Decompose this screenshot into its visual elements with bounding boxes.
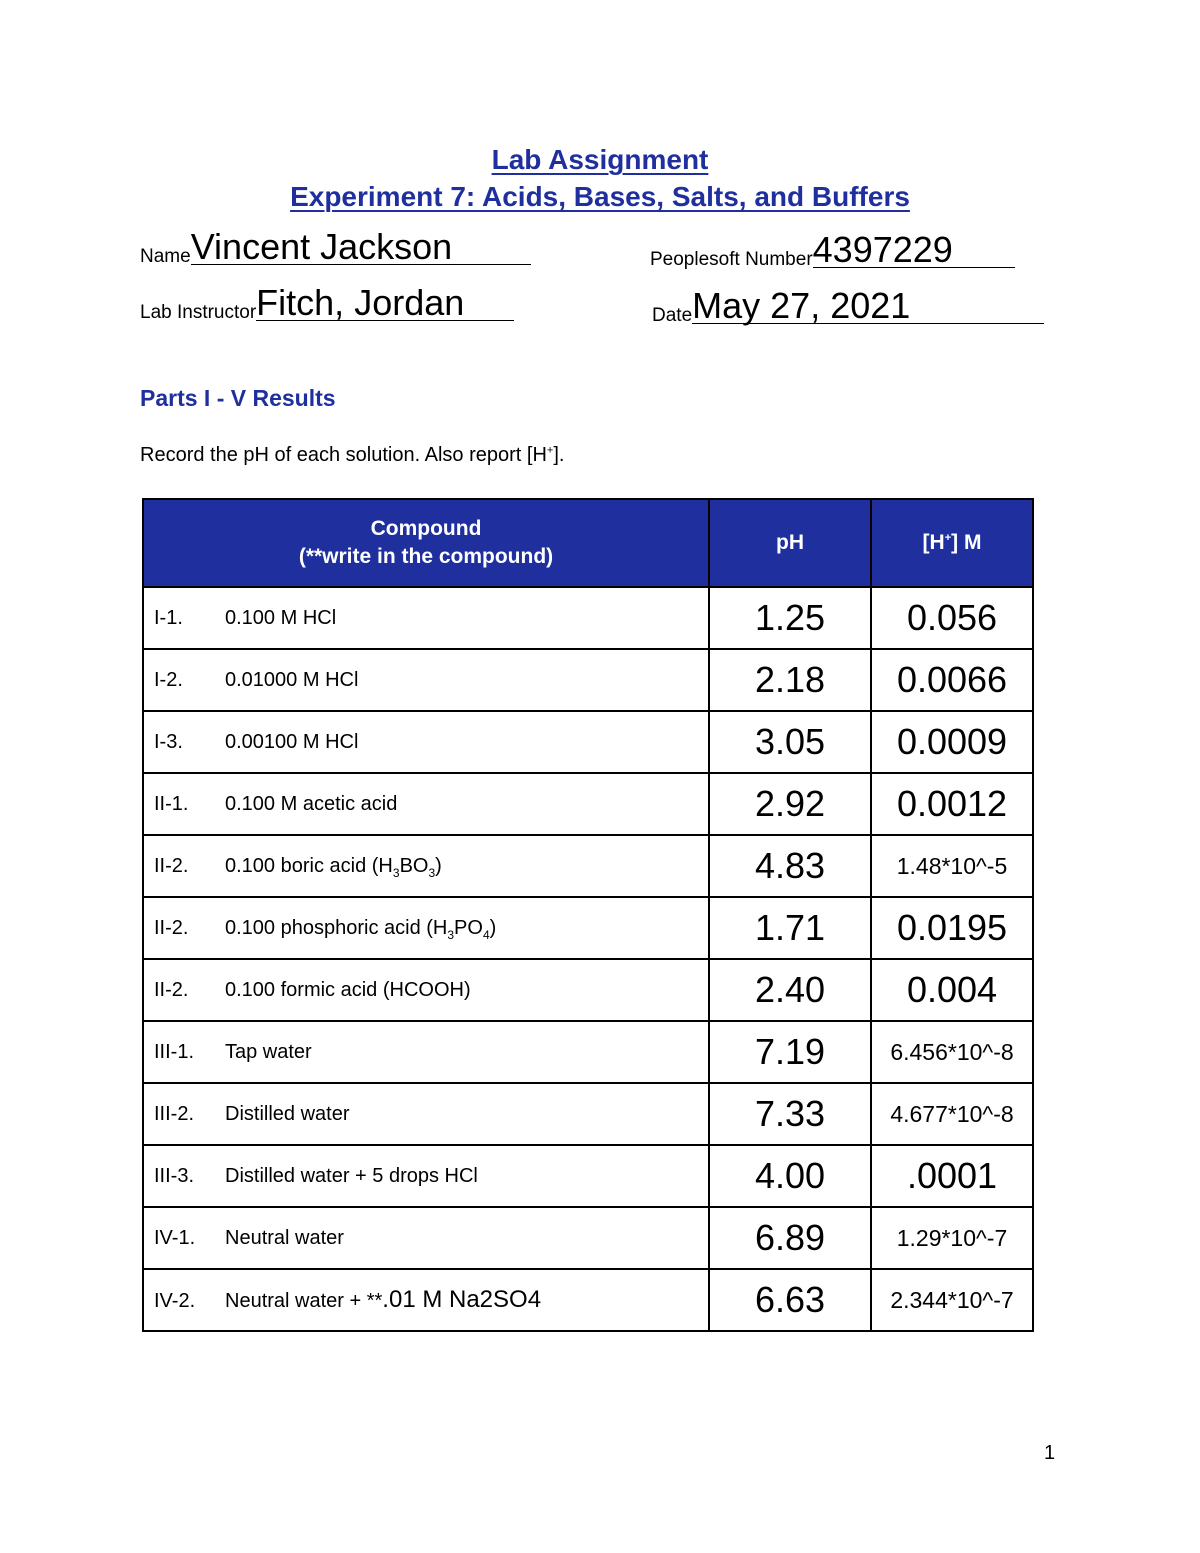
compound-cell[interactable] (143, 1207, 709, 1269)
h-conc-cell[interactable]: 0.0009 (871, 711, 1033, 773)
compound-cell[interactable] (143, 711, 709, 773)
instructor-value: Fitch, Jordan (256, 282, 465, 323)
compound-text-tail: .01 M Na2SO4 (382, 1286, 542, 1313)
row-code: I-1. (154, 606, 183, 629)
header-h-sup: + (944, 532, 952, 544)
compound-text-post: ) (435, 854, 442, 877)
compound-text-post: ) (489, 916, 497, 939)
ph-cell[interactable]: 4.83 (709, 835, 871, 897)
formula-subscript: 4 (482, 927, 490, 942)
document-title: Lab Assignment (491, 144, 709, 175)
compound-text: 0.100 M HCl (225, 606, 337, 629)
compound-text: Neutral water + ** (225, 1290, 383, 1312)
compound-text: 0.00100 M HCl (225, 730, 359, 753)
header-h-after: ] M (951, 531, 982, 554)
h-conc-cell[interactable]: 1.48*10^-5 (871, 835, 1033, 897)
name-field (140, 228, 531, 268)
name-line[interactable] (191, 228, 531, 265)
compound-cell[interactable] (143, 773, 709, 835)
name-label: Name (140, 246, 191, 267)
compound-text-mid: PO (454, 916, 483, 939)
ph-cell[interactable]: 6.89 (709, 1207, 871, 1269)
table-row (143, 1269, 1033, 1331)
table-row (143, 587, 1033, 649)
h-conc-cell[interactable]: 0.0012 (871, 773, 1033, 835)
name-value: Vincent Jackson (190, 226, 453, 267)
compound-cell[interactable] (143, 1083, 709, 1145)
ph-cell[interactable]: 4.00 (709, 1145, 871, 1207)
h-conc-cell[interactable]: 1.29*10^-7 (871, 1207, 1033, 1269)
compound-cell[interactable] (143, 897, 709, 959)
instructions-before: Record the pH of each solution. Also report [H (140, 444, 547, 466)
table-header-row (143, 499, 1033, 587)
compound-cell[interactable] (143, 649, 709, 711)
header-compound (143, 499, 709, 587)
date-field (652, 287, 1044, 327)
row-code: II-2. (154, 978, 189, 1001)
compound-text: Tap water (225, 1040, 312, 1063)
h-conc-cell[interactable]: 0.0066 (871, 649, 1033, 711)
row-code: II-1. (154, 792, 189, 815)
date-value: May 27, 2021 (692, 285, 911, 326)
ph-cell[interactable]: 7.33 (709, 1083, 871, 1145)
header-h-conc (871, 499, 1033, 587)
page-number: 1 (1044, 1442, 1056, 1464)
ph-cell[interactable]: 2.18 (709, 649, 871, 711)
ph-cell[interactable]: 3.05 (709, 711, 871, 773)
row-code: III-3. (154, 1164, 195, 1187)
table-row (143, 1083, 1033, 1145)
formula-subscript: 3 (447, 927, 455, 942)
section-heading: Parts I - V Results (140, 385, 336, 411)
compound-text: Distilled water (225, 1102, 350, 1125)
date-line[interactable] (692, 287, 1044, 324)
compound-text-mid: BO (399, 854, 429, 877)
instructions-text (140, 442, 564, 468)
ph-cell[interactable]: 6.63 (709, 1269, 871, 1331)
formula-subscript: 3 (392, 865, 400, 880)
compound-cell[interactable] (143, 587, 709, 649)
table-row (143, 773, 1033, 835)
table-row (143, 1145, 1033, 1207)
row-code: III-2. (154, 1102, 195, 1125)
row-code: I-3. (154, 730, 183, 753)
compound-cell[interactable] (143, 1145, 709, 1207)
compound-text: 0.01000 M HCl (225, 668, 359, 691)
header-h-before: [H (922, 531, 945, 554)
h-conc-cell[interactable]: 2.344*10^-7 (871, 1269, 1033, 1331)
compound-cell[interactable] (143, 1269, 709, 1331)
document-subtitle: Experiment 7: Acids, Bases, Salts, and Buffers (290, 181, 910, 212)
header-ph: pH (709, 499, 871, 587)
compound-text-pre: 0.100 boric acid (H (225, 854, 393, 877)
h-conc-cell[interactable]: 0.0195 (871, 897, 1033, 959)
h-conc-cell[interactable]: .0001 (871, 1145, 1033, 1207)
peoplesoft-label: Peoplesoft Number (650, 249, 813, 270)
row-code: IV-1. (154, 1226, 196, 1249)
h-conc-cell[interactable]: 6.456*10^-8 (871, 1021, 1033, 1083)
ph-cell[interactable]: 1.71 (709, 897, 871, 959)
peoplesoft-value: 4397229 (812, 229, 953, 270)
instructor-label: Lab Instructor (140, 302, 257, 323)
compound-text: 0.100 M acetic acid (225, 792, 398, 815)
date-label: Date (652, 305, 693, 326)
instructions-after: ]. (553, 444, 565, 466)
results-table (142, 498, 1034, 1332)
row-code: II-2. (154, 916, 189, 939)
header-compound-line1: Compound (370, 517, 482, 540)
table-row (143, 959, 1033, 1021)
formula-subscript: 3 (428, 865, 436, 880)
h-conc-cell[interactable]: 4.677*10^-8 (871, 1083, 1033, 1145)
compound-cell[interactable] (143, 835, 709, 897)
instructor-field (140, 284, 514, 324)
instructor-line[interactable] (256, 284, 514, 321)
row-code: IV-2. (154, 1290, 196, 1312)
row-code: II-2. (154, 854, 189, 877)
table-row (143, 897, 1033, 959)
ph-cell[interactable]: 7.19 (709, 1021, 871, 1083)
table-row (143, 835, 1033, 897)
table-row (143, 711, 1033, 773)
h-conc-cell[interactable]: 0.056 (871, 587, 1033, 649)
compound-text: Neutral water (225, 1226, 344, 1249)
compound-text: Distilled water + 5 drops HCl (225, 1164, 478, 1187)
row-code: I-2. (154, 668, 183, 691)
peoplesoft-field (650, 231, 1015, 271)
h-conc-cell[interactable]: 0.004 (871, 959, 1033, 1021)
ph-cell[interactable]: 1.25 (709, 587, 871, 649)
instructions-sup: + (546, 444, 554, 457)
table-row (143, 1207, 1033, 1269)
ph-cell[interactable]: 2.40 (709, 959, 871, 1021)
table-row (143, 649, 1033, 711)
peoplesoft-line[interactable] (813, 231, 1015, 268)
compound-cell[interactable] (143, 959, 709, 1021)
table-row (143, 1021, 1033, 1083)
header-compound-line2: (**write in the compound) (298, 545, 554, 568)
ph-cell[interactable]: 2.92 (709, 773, 871, 835)
compound-text: 0.100 formic acid (HCOOH) (225, 978, 471, 1001)
compound-cell[interactable] (143, 1021, 709, 1083)
compound-text-pre: 0.100 phosphoric acid (H (225, 916, 448, 939)
row-code: III-1. (154, 1040, 195, 1063)
